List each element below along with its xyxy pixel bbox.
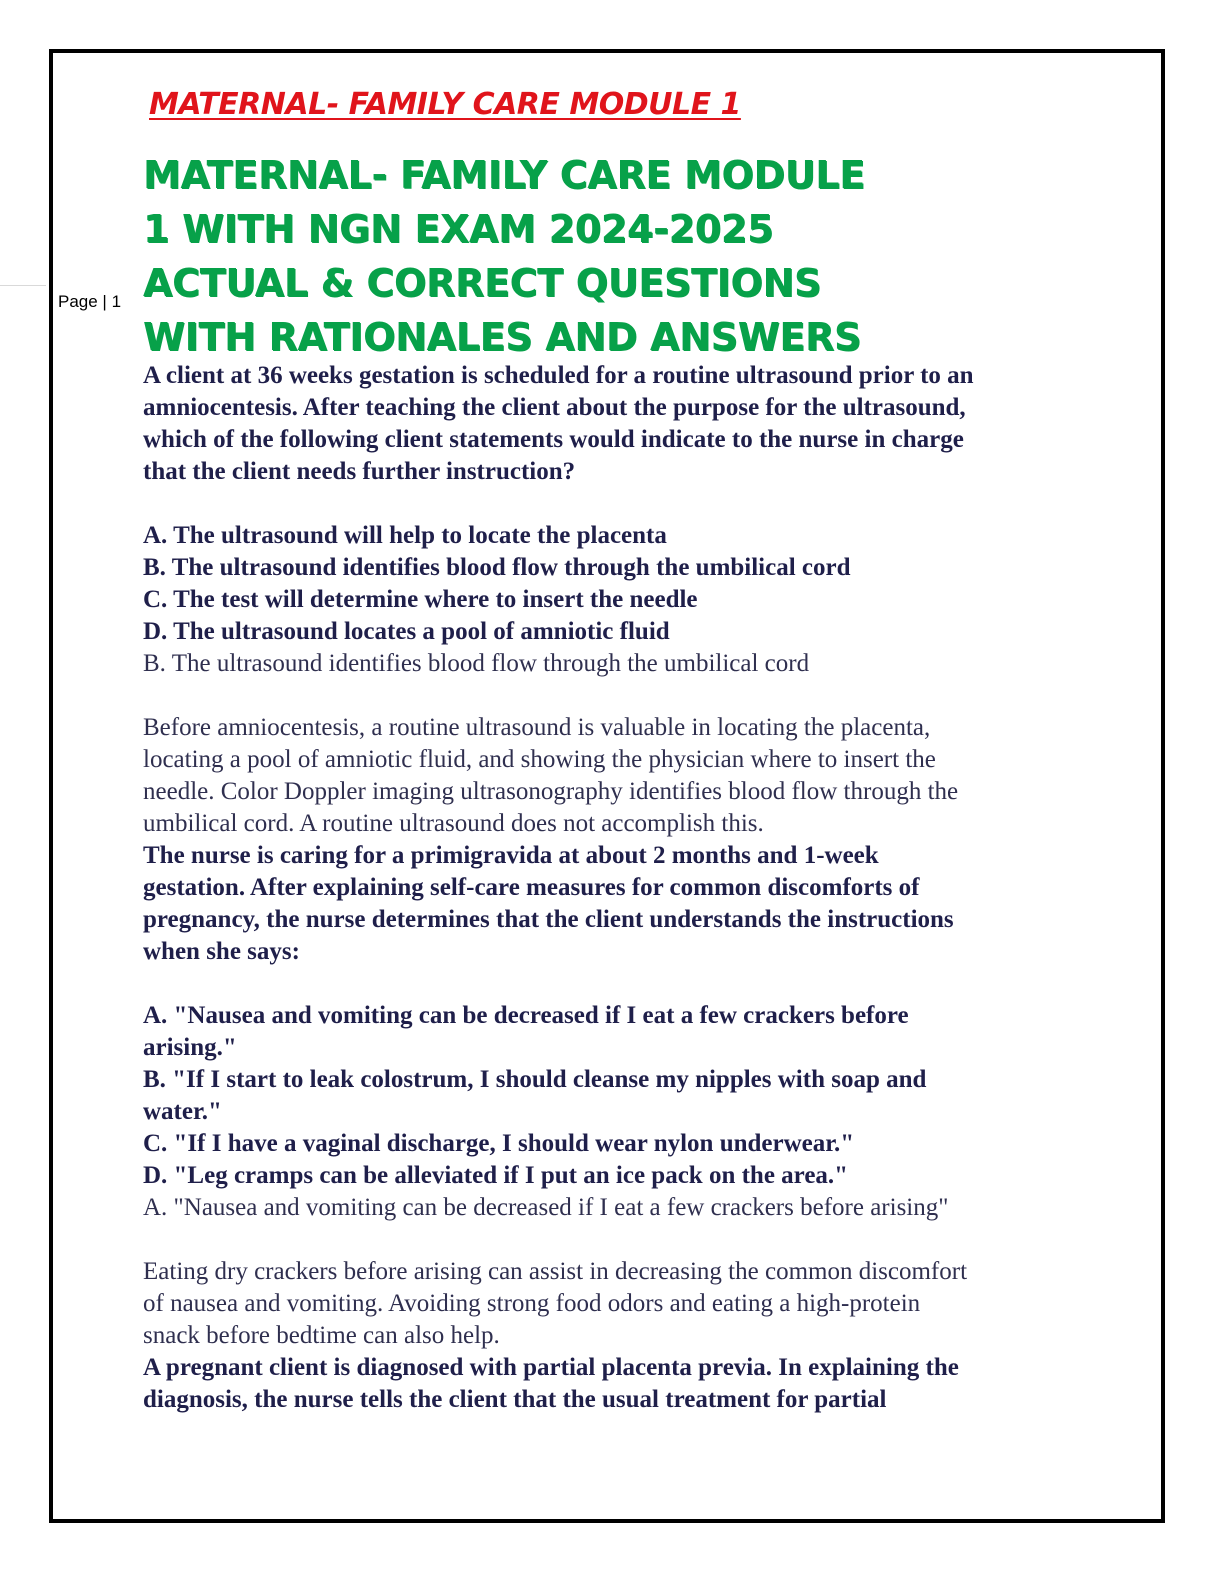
- title-line: MATERNAL- FAMILY CARE MODULE: [143, 153, 865, 197]
- question-text-line: amniocentesis. After teaching the client about the purpose for the ultrasound,: [143, 394, 966, 421]
- option-b: B. "If I start to leak colostrum, I should cleanse my nipples with soap and: [143, 1066, 927, 1093]
- question-text-line: gestation. After explaining self-care measures for common discomforts of: [143, 874, 920, 901]
- page-number-label: Page | 1: [58, 292, 122, 311]
- rationale-line: Before amniocentesis, a routine ultrasound is valuable in locating the placenta,: [143, 714, 931, 741]
- rationale-line: locating a pool of amniotic fluid, and showing the physician where to insert the: [143, 746, 936, 773]
- question-text-line: pregnancy, the nurse determines that the client understands the instructions: [143, 906, 954, 933]
- document-body: [143, 80, 1133, 1416]
- option-a: A. The ultrasound will help to locate the placenta: [143, 522, 667, 549]
- question-3: [143, 1352, 1133, 1416]
- question-text-line: A client at 36 weeks gestation is scheduled for a routine ultrasound prior to an: [143, 362, 974, 389]
- document-title: [143, 148, 1133, 364]
- title-line: WITH RATIONALES AND ANSWERS: [143, 315, 862, 359]
- option-c: C. The test will determine where to insert the needle: [143, 586, 698, 613]
- title-line: 1 WITH NGN EXAM 2024-2025: [143, 207, 774, 251]
- rationale-line: of nausea and vomiting. Avoiding strong food odors and eating a high-protein: [143, 1290, 921, 1317]
- option-c: C. "If I have a vaginal discharge, I should wear nylon underwear.": [143, 1130, 855, 1157]
- option-a: A. "Nausea and vomiting can be decreased if I eat a few crackers before: [143, 1002, 909, 1029]
- option-b: B. The ultrasound identifies blood flow through the umbilical cord: [143, 554, 851, 581]
- answer: A. "Nausea and vomiting can be decreased if I eat a few crackers before arising": [143, 1194, 949, 1221]
- question-text-line: diagnosis, the nurse tells the client that the usual treatment for partial: [143, 1386, 887, 1413]
- rationale-line: needle. Color Doppler imaging ultrasonography identifies blood flow through the: [143, 778, 959, 805]
- question-text-line: The nurse is caring for a primigravida at about 2 months and 1-week: [143, 842, 879, 869]
- margin-rule: [0, 285, 46, 286]
- option-a-cont: arising.": [143, 1034, 237, 1061]
- question-text-line: which of the following client statements would indicate to the nurse in charge: [143, 426, 964, 453]
- question-2: [143, 840, 1133, 1352]
- option-d: D. The ultrasound locates a pool of amniotic fluid: [143, 618, 670, 645]
- title-line: ACTUAL & CORRECT QUESTIONS: [143, 261, 822, 305]
- option-d: D. "Leg cramps can be alleviated if I put an ice pack on the area.": [143, 1162, 849, 1189]
- module-heading: MATERNAL- FAMILY CARE MODULE 1: [149, 87, 741, 122]
- rationale-line: umbilical cord. A routine ultrasound does not accomplish this.: [143, 810, 764, 837]
- question-text-line: A pregnant client is diagnosed with partial placenta previa. In explaining the: [143, 1354, 959, 1381]
- rationale-line: snack before bedtime can also help.: [143, 1322, 500, 1349]
- question-text-line: when she says:: [143, 938, 300, 965]
- question-1: [143, 360, 1133, 840]
- option-b-cont: water.": [143, 1098, 222, 1125]
- answer: B. The ultrasound identifies blood flow through the umbilical cord: [143, 650, 810, 677]
- question-text-line: that the client needs further instruction?: [143, 458, 576, 485]
- rationale-line: Eating dry crackers before arising can assist in decreasing the common discomfort: [143, 1258, 968, 1285]
